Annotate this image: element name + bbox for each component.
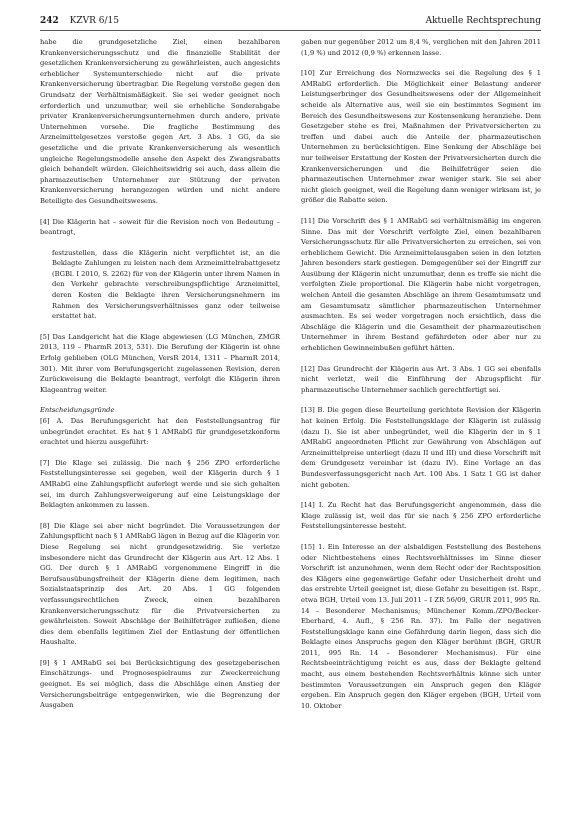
paragraph: habe die grundgesetzliche Ziel, einen bezahlbaren Krankenversicherungsschutz und die finanzielle Stabilität der gesetzlichen Krankenversicherung zu gewährleisten, auch angesichts erheblicher Systemunterschiede nicht auf die private Krankenversicherung übertragbar. Die Regelung verstoße gegen den Grundsatz der Verhältnismäßigkeit. Sie sei weder geeignet noch erforderlich und unzumutbar, weil sie erhebliche Sonderabgabe privater Krankenversicherungsunternehmen durch andere, private Unternehmen vorsehe. Die fragliche Bestimmung des Arzneimittelgesetzes verstoße gegen Art. 3 Abs. 1 GG, da sie gesetzliche und die private Krankenversicherung als wesentlich ungleiche Regelungsmodelle ansehe den Aspekt des Zwangsrabatts gleich behandelt würden. Gleichheitswidrig sei auch, dass allein die pharmazeutischen Unternehmer zur Stützung der privaten Krankenversicherung herangezogen würden und nicht andere Beteiligte des Gesundheitswesens. (40, 38, 280, 205)
paragraph: festzustellen, dass die Klägerin nicht verpflichtet ist, an die Beklagte Zahlungen zu leisten nach dem Arzneimittelrabattgesetz (BGBl. I 2010, S. 2262) für von der Klägerin unter ihrem Namen in den Verkehr gebrachte verschreibungspflichtige Arzneimittel, deren Kosten die Beklagte ihren Versicherungsnehmern im Rahmen des Versicherungsverhältnisses ganz oder teilweise erstattet hat. (52, 248, 280, 321)
paragraph: gaben nur gegenüber 2012 um 8,4 %, verglichen mit den Jahren 2011 (1,9 %) und 2012 (0,9 %) erkennen lasse. (301, 38, 541, 57)
paragraph: [9] § 1 AMRabG sei bei Berücksichtigung des gesetzgeberischen Einschätzungs- und Prognosespielraums zur Zweckerreichung geeignet. Es sei möglich, dass die Abschläge einen Anstieg der Versicherungsbeiträge entgegenwirken, wie die Begrenzung der Ausgaben (40, 658, 280, 710)
page-number: 242 (40, 16, 59, 26)
paragraph: [5] Das Landgericht hat die Klage abgewiesen (LG München, ZMGR 2013, 119 – PharmR 2013, 531). Die Berufung der Klägerin ist ohne Erfolg geblieben (OLG München, VersR 2014, 1311 – PharmR 2014, 301). Mit ihrer vom Berufungsgericht zugelassenen Revision, deren Zurückweisung die Beklagte beantragt, verfolgt die Klägerin ihren Klageantrag weiter. (40, 332, 280, 394)
section-subheading: Entscheidungsgründe (40, 406, 115, 415)
paragraph: [6] A. Das Berufungsgericht hat den Feststellungsantrag für unbegründet erachtet. Es hat § 1 AMRabG für grundgesetzkonform erachtet und hierzu ausgeführt: (40, 417, 280, 447)
paragraph: [13] B. Die gegen diese Beurteilung gerichtete Revision der Klägerin hat keinen Erfolg. Die Feststellungsklage der Klägerin ist zulässig (dazu I). Sie ist aber unbegründet, weil die Klägerin der in § 1 AMRabG angeordneten Pflicht zur Gewährung von Abschlägen auf Arzneimittelpreise unterliegt (dazu II und III) und diese Vorschrift mit dem Grundgesetz vereinbar ist (dazu IV). Eine Vorlage an das Bundesverfassungsgericht nach Art. 100 Abs. 1 Satz 1 GG ist daher nicht geboten. (301, 406, 541, 489)
paragraph: [10] Zur Erreichung des Normzwecks sei die Regelung des § 1 AMRabG erforderlich. Die Möglichkeit einer Belastung anderer Leistungserbringer des Gesundheitswesens oder der Allgemeinheit scheide als Alternative aus, weil sie ein bestimmtes Segment im Bereich des Gesundheitswesens zur Kostensenkung heranziehe. Dem Gesetzgeber stehe es frei, Maßnahmen der Privatversicherten zu treffen und dabei auch die Anteile der pharmazeutischen Unternehmen zu berücksichtigen. Eine Senkung der Abschläge bei nur teilweiser Erstattung der Kosten der Privatversicherten durch die Krankenversicherungen und die Beihilfeträger seien die pharmazeutischen Unternehmer zwar weniger stark. Sie sei aber nicht gleich geeignet, weil die Regelung dann weniger wirksam ist, je größer die Rabatte seien. (301, 69, 541, 205)
header-left (40, 16, 119, 26)
paragraph: [12] Das Grundrecht der Klägerin aus Art. 3 Abs. 1 GG sei ebenfalls nicht verletzt, weil die Einführung der Abzugspflicht für pharmazeutische Unternehmer sachlich gerechtfertigt sei. (301, 364, 541, 394)
page-header (40, 14, 541, 31)
paragraph: [14] I. Zu Recht hat das Berufungsgericht angenommen, dass die Klage zulässig ist, weil das für sie nach § 256 ZPO erforderliche Feststellungsinteresse besteht. (301, 501, 541, 531)
left-column (40, 37, 280, 721)
journal-name: KZVR 6/15 (69, 16, 119, 26)
paragraph: [15] 1. Ein Interesse an der alsbaldigen Feststellung des Bestehens oder Nichtbestehens eines Rechtsverhältnisses im Sinne dieser Vorschrift ist anzunehmen, wenn dem Recht oder der Rechtsposition des Klägers eine gegenwärtige Gefahr oder Unsicherheit droht und das erstrebte Urteil geeignet ist, diese Gefahr zu beseitigen (st. Rspr., etwa BGH, Urteil vom 13. Juli 2011 – I ZR 56/09, GRUR 2011, 995 Rn. 14 – Besonderer Mechanismus; Münchener Komm./ZPO/Becker-Eberhard, 4. Aufl., § 256 Rn. 37). Im Falle der negativen Feststellungsklage kann eine Gefährdung darin liegen, dass sich die Beklagte eines Anspruchs gegen den Kläger berühmt (BGH, GRUR 2011, 995 Rn. 14 – Besonderer Mechanismus). Für eine Rechtsbeeinträchtigung reicht es aus, dass der Beklagte geltend macht, aus einem bestehenden Rechtsverhältnis könne sich unter bestimmten Voraussetzungen ein Anspruch gegen den Kläger ergeben. Ein Anspruch gegen den Kläger ergeben (BGH, Urteil vom 10. Oktober (301, 542, 541, 710)
paragraph: [11] Die Vorschrift des § 1 AMRabG sei verhältnismäßig im engeren Sinne. Das mit der Vorschrift verfolgte Ziel, einen bezahlbaren Versicherungsschutz für alle Privatversicherten zu erreichen, sei von erheblichem Gewicht. Die Arzneimittelausgaben seien in den letzten Jahren besonders stark gestiegen. Demgegenüber sei der Eingriff zur Ausübung der Klägerin nicht unzumutbar, denn es treffe sie nicht die verfolgten Ziele proportional. Die Klägerin habe nicht vorgetragen, welchen Anteil die gesamten Abschläge an ihrem Gesamtumsatz und am Gesamtumsatz sämtlicher pharmazeutischen Unternehmer ausmachten. Es sei weder vorgetragen noch ersichtlich, dass die Abschläge die Klägerin und die Gesamtheit der pharmazeutischen Unternehmer in ihrem Bestand gefährdeten oder aber nur zu erheblichen Gewinneinbußen geführt hätten. (301, 216, 541, 353)
section-title: Aktuelle Rechtsprechung (425, 16, 541, 26)
paragraph: [7] Die Klage sei zulässig. Die nach § 256 ZPO erforderliche Feststellungsinteresse sei gegeben, weil der Klägerin durch § 1 AMRabG eine Zahlungspflicht auferlegt werde und sie sich gehalten sei, im durch Zahlungsverweigerung auf eine Leistungsklage der Beklagten ankommen zu lassen. (40, 458, 280, 510)
paragraph: [8] Die Klage sei aber nicht begründet. Die Voraussetzungen der Zahlungspflicht nach § 1 AMRabG lägen in Bezug auf die Klägerin vor. Diese Regelung sei nicht grundgesetzwidrig. Sie verletze insbesondere nicht das Grundrecht der Klägerin aus Art. 12 Abs. 1 GG. Der durch § 1 AMRabG vorgenommene Eingriff in die Berufsausübungsfreiheit der Klägerin diene dem legitimen, nach Sozialstaatsprinzip des Art. 20 Abs. 1 GG folgenden verfassungsrechtlichen Zweck, einen bezahlbaren Krankenversicherungsschutz für die Privatversicherten zu gewährleisten. Soweit Abschläge der Beihilfeträger zufließen, diene dies dem ebenfalls legitimen Ziel der Entlastung der öffentlichen Haushalte. (40, 521, 280, 647)
paragraph: [4] Die Klägerin hat – soweit für die Revision noch von Bedeutung – beantragt, (40, 217, 280, 237)
right-column (301, 37, 541, 721)
